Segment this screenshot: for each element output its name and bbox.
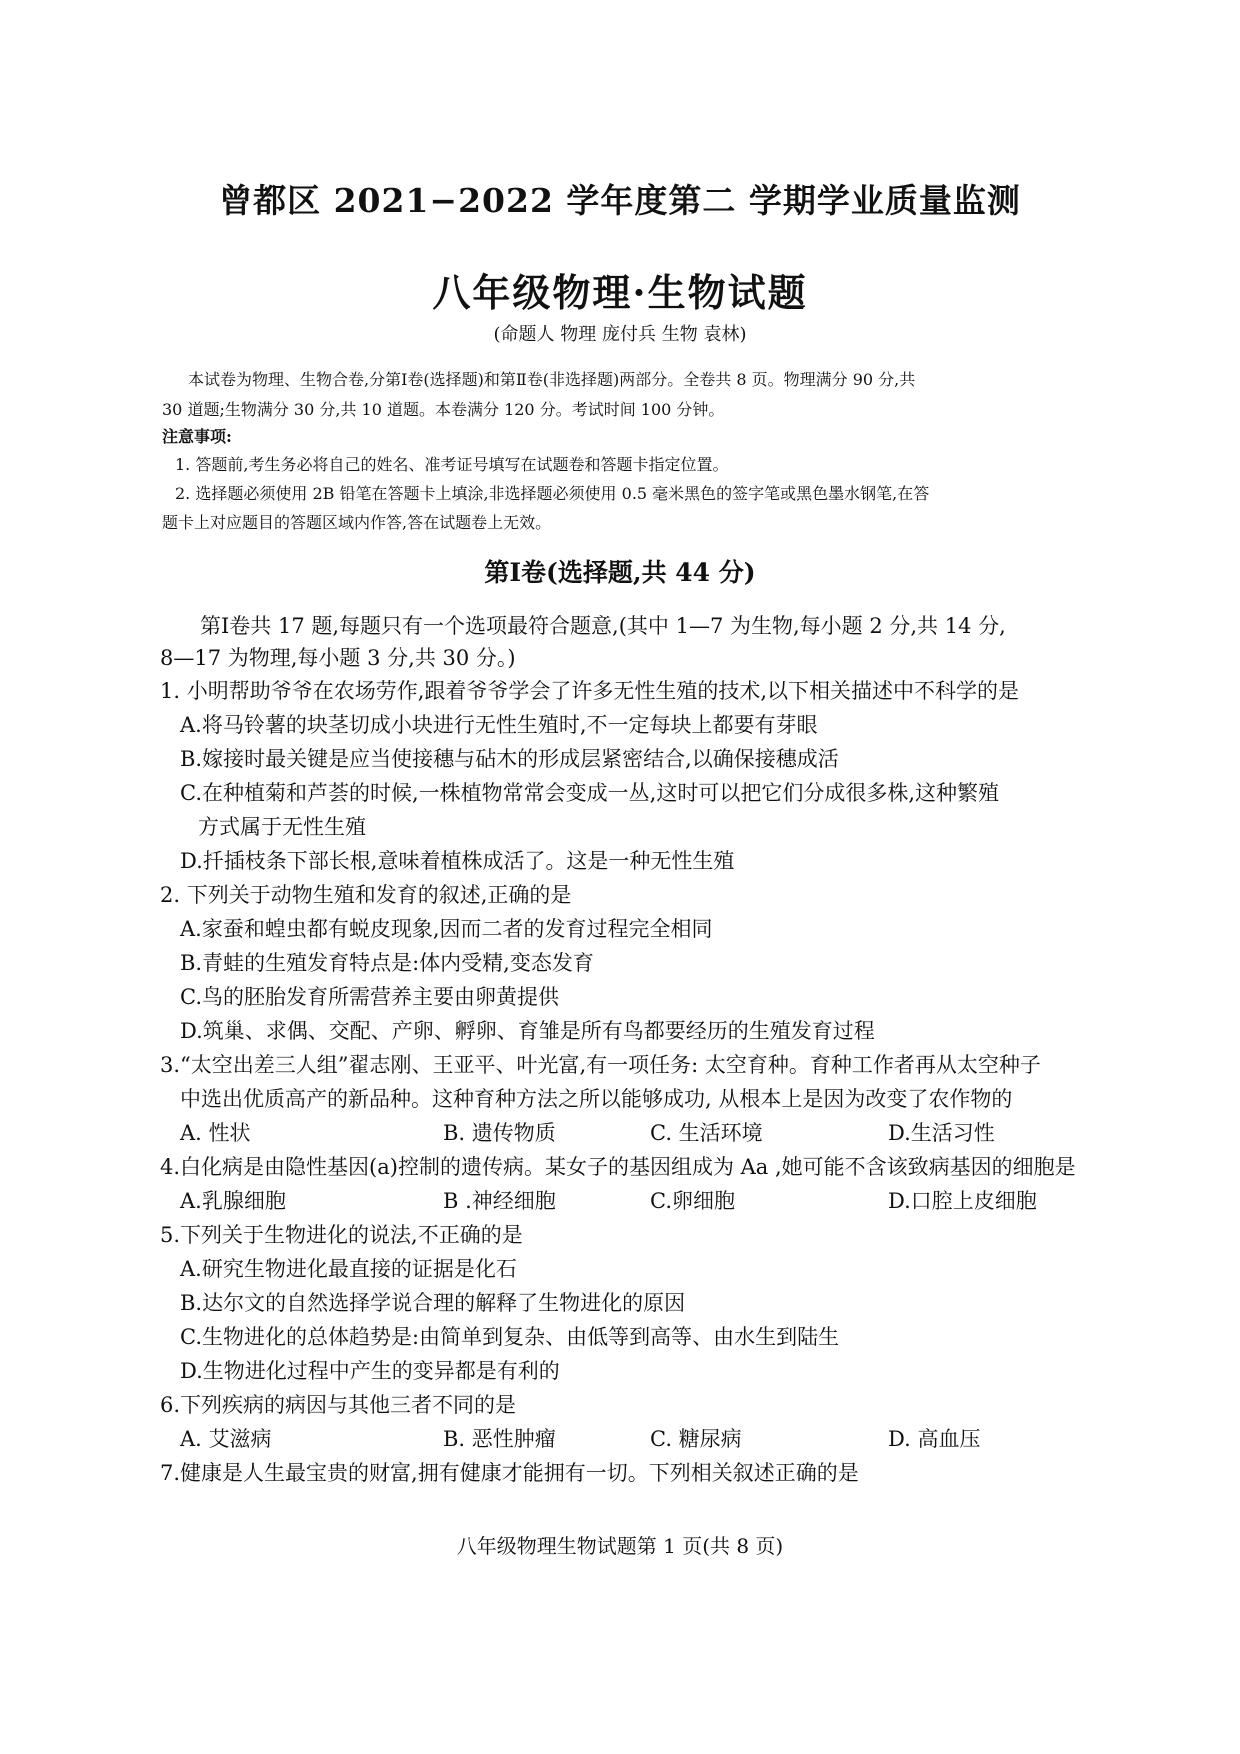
q3-option-d: D.生活习性 bbox=[888, 1121, 995, 1145]
q3-option-a: A. 性状 bbox=[180, 1121, 251, 1145]
q4-option-a: A.乳腺细胞 bbox=[180, 1189, 286, 1213]
exam-authors: (命题人 物理 庞付兵 生物 袁林) bbox=[493, 324, 747, 345]
intro-line-2: 30 道题;生物满分 30 分,共 10 道题。本卷满分 120 分。考试时间 100 分钟。 bbox=[162, 400, 725, 419]
q6-option-a: A. 艾滋病 bbox=[180, 1427, 272, 1451]
q4-option-b: B .神经细胞 bbox=[443, 1189, 556, 1213]
note-2-line-2: 题卡上对应题目的答题区域内作答,答在试题卷上无效。 bbox=[162, 513, 552, 532]
q3-option-b: B. 遗传物质 bbox=[443, 1121, 556, 1145]
q6-option-d: D. 高血压 bbox=[888, 1427, 981, 1451]
intro-line-1: 本试卷为物理、生物合卷,分第Ⅰ卷(选择题)和第Ⅱ卷(非选择题)两部分。全卷共 8 页。物理满分 90 分,共 bbox=[188, 370, 916, 389]
note-2-line-1: 2. 选择题必须使用 2B 铅笔在答题卡上填涂,非选择题必须使用 0.5 毫米黑色的签字笔或黑色墨水钢笔,在答 bbox=[175, 484, 930, 503]
q4-option-c: C.卵细胞 bbox=[650, 1189, 735, 1213]
notes-title: 注意事项: bbox=[162, 427, 232, 446]
exam-header-title: 曾都区 2021−2022 学年度第二 学期学业质量监测 bbox=[219, 181, 1021, 220]
q2-option-c: C.鸟的胚胎发育所需营养主要由卵黄提供 bbox=[180, 985, 559, 1009]
q6-option-b: B. 恶性肿瘤 bbox=[443, 1427, 556, 1451]
q1-stem: 1. 小明帮助爷爷在农场劳作,跟着爷爷学会了许多无性生殖的技术,以下相关描述中不科学的是 bbox=[160, 679, 1020, 703]
section-title: 第Ⅰ卷(选择题,共 44 分) bbox=[484, 558, 756, 587]
q4-stem: 4.白化病是由隐性基因(a)控制的遗传病。某女子的基因组成为 Aa ,她可能不含该致病基因的细胞是 bbox=[160, 1155, 1076, 1179]
q5-option-b: B.达尔文的自然选择学说合理的解释了生物进化的原因 bbox=[180, 1291, 686, 1315]
q1-option-c-line-1: C.在种植菊和芦荟的时候,一株植物常常会变成一丛,这时可以把它们分成很多株,这种繁殖 bbox=[180, 781, 1000, 805]
section-desc-line-2: 8—17 为物理,每小题 3 分,共 30 分。) bbox=[160, 646, 516, 670]
q7-stem: 7.健康是人生最宝贵的财富,拥有健康才能拥有一切。下列相关叙述正确的是 bbox=[160, 1461, 859, 1485]
q5-option-c: C.生物进化的总体趋势是:由简单到复杂、由低等到高等、由水生到陆生 bbox=[180, 1325, 840, 1349]
q1-option-c-line-2: 方式属于无性生殖 bbox=[198, 815, 366, 839]
q3-stem-line-2: 中选出优质高产的新品种。这种育种方法之所以能够成功, 从根本上是因为改变了农作物的 bbox=[180, 1087, 1013, 1111]
exam-subject-title: 八年级物理·生物试题 bbox=[432, 270, 808, 315]
q1-option-a: A.将马铃薯的块茎切成小块进行无性生殖时,不一定每块上都要有芽眼 bbox=[180, 713, 818, 737]
q5-option-d: D.生物进化过程中产生的变异都是有利的 bbox=[180, 1359, 560, 1383]
q1-option-d: D.扦插枝条下部长根,意味着植株成活了。这是一种无性生殖 bbox=[180, 849, 735, 873]
section-desc-line-1: 第Ⅰ卷共 17 题,每题只有一个选项最符合题意,(其中 1—7 为生物,每小题 2 分,共 14 分, bbox=[200, 614, 1006, 638]
q3-option-c: C. 生活环境 bbox=[650, 1121, 763, 1145]
q6-stem: 6.下列疾病的病因与其他三者不同的是 bbox=[160, 1393, 517, 1417]
q2-option-b: B.青蛙的生殖发育特点是:体内受精,变态发育 bbox=[180, 951, 594, 975]
note-1: 1. 答题前,考生务必将自己的姓名、准考证号填写在试题卷和答题卡指定位置。 bbox=[175, 455, 729, 474]
q1-option-b: B.嫁接时最关键是应当使接穗与砧木的形成层紧密结合,以确保接穗成活 bbox=[180, 747, 839, 771]
page-footer: 八年级物理生物试题第 1 页(共 8 页) bbox=[456, 1534, 784, 1558]
q5-option-a: A.研究生物进化最直接的证据是化石 bbox=[180, 1257, 517, 1281]
q2-option-d: D.筑巢、求偶、交配、产卵、孵卵、育雏是所有鸟都要经历的生殖发育过程 bbox=[180, 1019, 875, 1043]
q2-stem: 2. 下列关于动物生殖和发育的叙述,正确的是 bbox=[160, 883, 572, 907]
q6-option-c: C. 糖尿病 bbox=[650, 1427, 742, 1451]
q3-stem-line-1: 3.“太空出差三人组”翟志刚、王亚平、叶光富,有一项任务: 太空育种。育种工作者再从太空种子 bbox=[160, 1053, 1041, 1077]
q2-option-a: A.家蚕和蝗虫都有蜕皮现象,因而二者的发育过程完全相同 bbox=[180, 917, 713, 941]
q4-option-d: D.口腔上皮细胞 bbox=[888, 1189, 1037, 1213]
q5-stem: 5.下列关于生物进化的说法,不正确的是 bbox=[160, 1223, 523, 1247]
